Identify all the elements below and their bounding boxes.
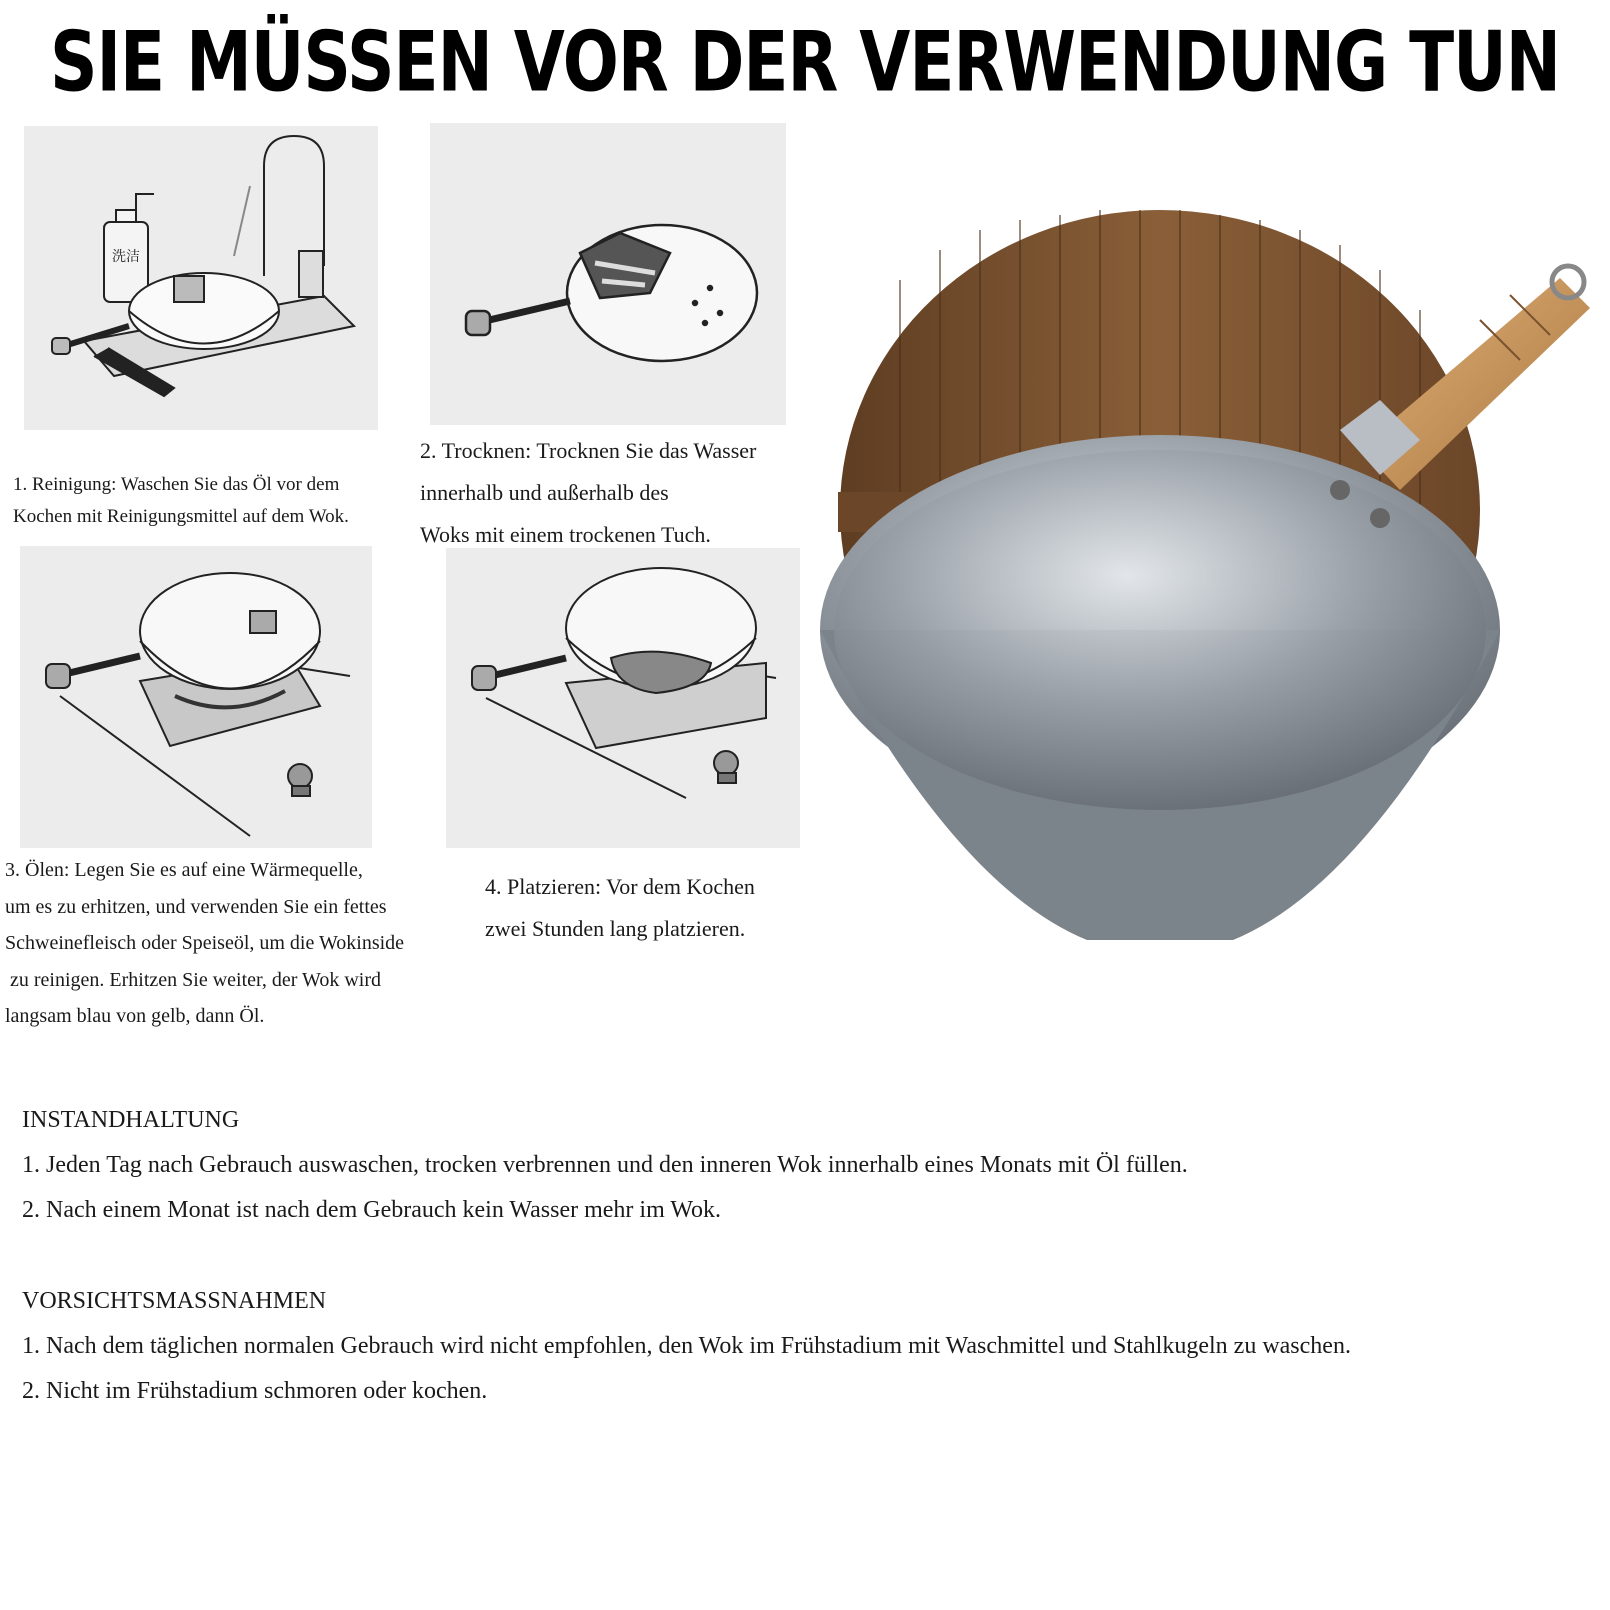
step-1-illustration: [24, 126, 378, 430]
step-3-caption-line-3: Schweinefleisch oder Speiseöl, um die Wokinside: [5, 932, 405, 954]
dry-wok-icon: [430, 123, 786, 425]
step-3-caption-line-2: um es zu erhitzen, und verwenden Sie ein fettes: [5, 895, 387, 918]
step-2-caption-line-2: innerhalb und außerhalb des: [420, 480, 669, 505]
maintenance-item-2: 2. Nach einem Monat ist nach dem Gebrauch kein Wasser mehr im Wok.: [22, 1197, 722, 1223]
precautions-section: [22, 1279, 1351, 1414]
rest-wok-icon: [446, 548, 800, 848]
svg-text:洗洁: 洗洁: [112, 249, 140, 265]
precautions-heading: VORSICHTSMASSNAHMEN: [22, 1288, 327, 1314]
step-4-caption-line-2: zwei Stunden lang platzieren.: [485, 916, 746, 941]
oil-wok-icon: [20, 546, 372, 848]
maintenance-item-1: 1. Jeden Tag nach Gebrauch auswaschen, trocken verbrennen und den inneren Wok innerhalb eines Monats mit Öl füllen.: [22, 1152, 1188, 1178]
product-image: [820, 200, 1610, 940]
maintenance-heading: INSTANDHALTUNG: [22, 1107, 240, 1133]
step-1-caption-line-2: Kochen mit Reinigungsmittel auf dem Wok.: [13, 506, 349, 527]
step-1-caption-line-1: 1. Reinigung: Waschen Sie das Öl vor dem: [13, 474, 340, 495]
wok-with-wooden-lid-icon: [820, 200, 1610, 940]
step-3-caption-line-5: langsam blau von gelb, dann Öl.: [5, 1005, 265, 1027]
step-4-caption-line-1: 4. Platzieren: Vor dem Kochen: [485, 874, 755, 899]
precautions-item-2: 2. Nicht im Frühstadium schmoren oder kochen.: [22, 1378, 488, 1404]
step-2-caption-line-1: 2. Trocknen: Trocknen Sie das Wasser: [420, 438, 757, 463]
step-2-caption-line-3: Woks mit einem trockenen Tuch.: [420, 522, 711, 547]
step-4-illustration: [446, 548, 800, 848]
wash-wok-icon: [24, 126, 378, 430]
step-3-illustration: [20, 546, 372, 848]
step-3-caption-line-1: 3. Ölen: Legen Sie es auf eine Wärmequelle,: [5, 859, 363, 881]
step-3-caption-line-4: zu reinigen. Erhitzen Sie weiter, der Wok wird: [5, 968, 381, 991]
page-title: SIE MÜSSEN VOR DER VERWENDUNG TUN: [49, 14, 1561, 111]
step-2-illustration: [430, 123, 786, 425]
precautions-item-1: 1. Nach dem täglichen normalen Gebrauch wird nicht empfohlen, den Wok im Frühstadium mit Waschmittel und Stahlkugeln zu waschen.: [22, 1333, 1351, 1359]
maintenance-section: [22, 1098, 1188, 1233]
